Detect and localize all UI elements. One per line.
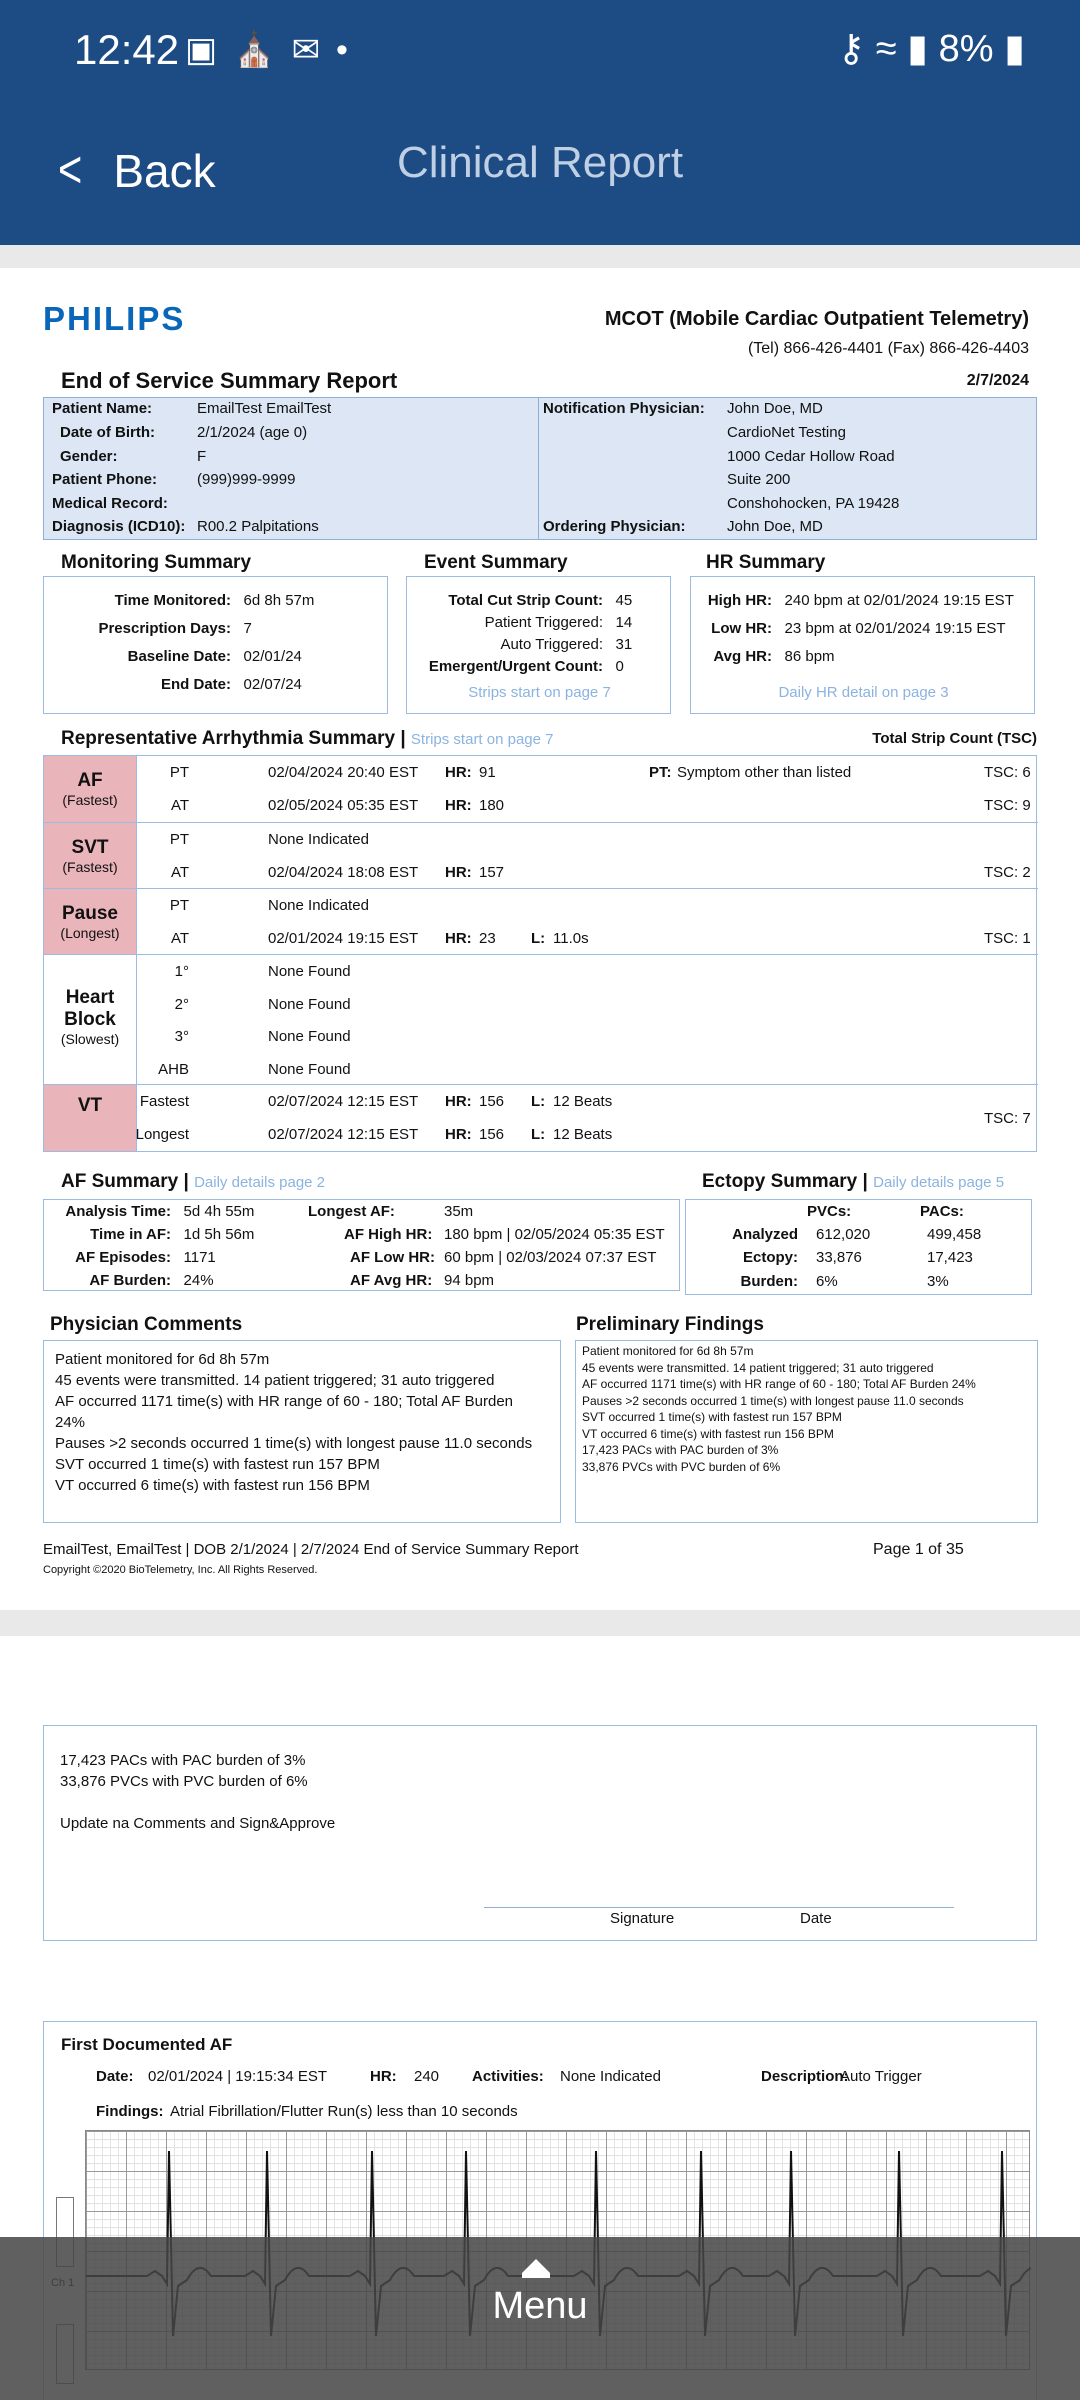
hr-title: HR Summary — [706, 552, 826, 573]
page-number: Page 1 of 35 — [873, 1541, 964, 1558]
patient-name: EmailTest EmailTest — [197, 400, 332, 417]
arrhythmia-row-vt: VT Fastest 02/07/2024 12:15 EST HR: 156 L: 12 Beats TSC: 7 Longest 02/07/2024 12:15 EST HR: 156 L: 12 Beats — [44, 1084, 1038, 1151]
label: Patient Name: — [52, 400, 153, 417]
patient-info — [43, 397, 1037, 540]
ecg-strip-section: First Documented AF Date: 02/01/2024 | 19:15:34 EST HR: 240 Activities: None Indicated Description: Auto Trigger Findings: Atrial Fibrillation/Flutter Run(s) less than 10 seconds — [43, 2021, 1037, 2400]
report-footer: EmailTest, EmailTest | DOB 2/1/2024 | 2/7/2024 End of Service Summary Report — [43, 1541, 579, 1558]
preliminary-box — [575, 1340, 1038, 1523]
value: 45 — [615, 592, 633, 609]
arrhythmia-strips-link[interactable]: Strips start on page 7 — [410, 731, 554, 748]
app-header — [0, 0, 1080, 245]
notif-line: CardioNet Testing — [727, 424, 846, 441]
physician-comments-box — [43, 1340, 561, 1523]
value: 7 — [243, 620, 252, 637]
comments-signature-box — [43, 1725, 1037, 1941]
af-summary: Analysis Time: 5d 4h 55m Time in AF: 1d 5h 56m AF Episodes: 1171 AF Burden: 24% Longest AF: 35m AF High HR: 180 bpm | 02/05/2024 05:35 EST AF Low HR: 60 bpm | 02/03/2024 07:37 EST AF Avg HR: 94 bpm — [43, 1199, 680, 1291]
label: Total Cut Strip Count: — [448, 592, 603, 609]
chevron-left-icon: < — [58, 141, 83, 199]
battery-icon: ▮ — [1004, 28, 1025, 70]
ectopy-title: Ectopy Summary | Daily details page 5 — [702, 1171, 1005, 1192]
status-time: 12:42 — [74, 26, 180, 73]
back-label: Back — [113, 145, 216, 197]
value: 0 — [615, 658, 624, 675]
preliminary-text: Patient monitored for 6d 8h 57m 45 events were transmitted. 14 patient triggered; 31 auto triggered AF occurred 1171 time(s) with HR range of 60 - 180; Total AF Burden 24% Pauses >2 seconds occurred 1 time(s) with longest pause 11.0 seconds SVT occurred 1 time(s) with fastest run 157 BPM VT occurred 6 time(s) with fastest run 156 BPM 17,423 PACs with PAC burden of 3% 33,876 PVCs with PVC burden of 6% — [582, 1344, 976, 1474]
arrhythmia-title: Representative Arrhythmia Summary | Strips start on page 7 — [61, 728, 554, 749]
arrhythmia-row-af: AF (Fastest) PT 02/04/2024 20:40 EST HR: 91 PT: Symptom other than listed TSC: 6 AT 02/05/2024 05:35 EST HR: 180 TSC: 9 — [44, 756, 1038, 822]
date-label: Date — [800, 1910, 832, 1927]
contact-line: (Tel) 866-426-4401 (Fax) 866-426-4403 — [747, 340, 1029, 357]
status-bar — [0, 0, 1080, 100]
physician-comments-title: Physician Comments — [50, 1314, 243, 1335]
patient-phone: (999)999-9999 — [197, 471, 296, 488]
label: Gender: — [60, 448, 118, 465]
notif-line: Conshohocken, PA 19428 — [727, 495, 900, 512]
ordering-physician: John Doe, MD — [727, 518, 823, 535]
label: Avg HR: — [713, 648, 772, 665]
wifi-icon: ≈ — [875, 28, 897, 70]
key-icon: ⚷ — [837, 28, 866, 70]
tsc-header: Total Strip Count (TSC) — [872, 730, 1037, 747]
menu-label: Menu — [492, 2285, 588, 2327]
label: Prescription Days: — [98, 620, 231, 637]
label: Auto Triggered: — [500, 636, 603, 653]
label: Medical Record: — [52, 495, 168, 512]
notif-line: John Doe, MD — [727, 400, 823, 417]
af-daily-link[interactable]: Daily details page 2 — [194, 1174, 326, 1191]
value: 6d 8h 57m — [243, 592, 315, 609]
page-title: Clinical Report — [396, 138, 684, 187]
page2-comments: 17,423 PACs with PAC burden of 3% 33,876 PVCs with PVC burden of 6% Update na Comments and Sign&Approve — [60, 1752, 336, 1832]
strip-activities: None Indicated — [560, 2068, 661, 2085]
philips-logo: PHILIPS — [43, 300, 186, 337]
menu-button[interactable] — [0, 2237, 1080, 2400]
event-summary — [406, 576, 671, 714]
notif-line: Suite 200 — [727, 471, 791, 488]
patient-dob: 2/1/2024 (age 0) — [197, 424, 308, 441]
hr-summary — [690, 576, 1035, 714]
notif-line: 1000 Cedar Hollow Road — [727, 448, 895, 465]
arrhythmia-row-pause: Pause (Longest) PT None Indicated AT 02/01/2024 19:15 EST HR: 23 L: 11.0s TSC: 1 — [44, 888, 1038, 954]
label: Ordering Physician: — [543, 518, 686, 535]
signal-icon: ▮ — [907, 28, 929, 70]
monitoring-title: Monitoring Summary — [61, 552, 252, 573]
af-summary-title: AF Summary | Daily details page 2 — [61, 1171, 326, 1192]
value: 86 bpm — [784, 648, 835, 665]
service-title: MCOT (Mobile Cardiac Outpatient Telemetry) — [604, 308, 1029, 330]
system-icons — [837, 26, 1025, 71]
label: End Date: — [160, 676, 231, 693]
label: Emergent/Urgent Count: — [428, 658, 603, 675]
signature-label: Signature — [610, 1910, 675, 1927]
strip-title: First Documented AF — [61, 2035, 233, 2054]
battery-percent: 8% — [938, 28, 994, 70]
strip-description: Auto Trigger — [840, 2068, 922, 2085]
value: 02/01/24 — [243, 648, 302, 665]
strip-date: 02/01/2024 | 19:15:34 EST — [148, 2068, 328, 2085]
arrhythmia-row-heart-block: Heart Block (Slowest) 1° None Found 2° None Found 3° None Found AHB None Found — [44, 954, 1038, 1084]
arrhythmia-row-svt: SVT (Fastest) PT None Indicated AT 02/04/2024 18:08 EST HR: 157 TSC: 2 — [44, 822, 1038, 888]
value: 31 — [615, 636, 633, 653]
value: 02/07/24 — [243, 676, 302, 693]
physician-comments-text: Patient monitored for 6d 8h 57m 45 events were transmitted. 14 patient triggered; 31 auto triggered AF occurred 1171 time(s) with HR range of 60 - 180; Total AF Burden 24% Pauses >2 seconds occurred 1 time(s) with longest pause 11.0 seconds SVT occurred 1 time(s) with fastest run 157 BPM VT occurred 6 time(s) with fastest run 156 BPM — [55, 1351, 533, 1494]
patient-gender: F — [197, 448, 207, 465]
label: Low HR: — [711, 620, 772, 637]
strip-hr: 240 — [414, 2068, 440, 2085]
report-page-1 — [0, 268, 1080, 1610]
event-title: Event Summary — [424, 552, 568, 573]
value: 240 bpm at 02/01/2024 19:15 EST — [784, 592, 1014, 609]
chevron-up-icon — [522, 2259, 550, 2273]
value: 23 bpm at 02/01/2024 19:15 EST — [784, 620, 1006, 637]
monitoring-summary — [43, 576, 388, 714]
label: Patient Triggered: — [484, 614, 603, 631]
label: Date of Birth: — [60, 424, 155, 441]
strips-link[interactable]: Strips start on page 7 — [468, 684, 611, 701]
copyright: Copyright ©2020 BioTelemetry, Inc. All Rights Reserved. — [43, 1564, 318, 1576]
label: Time Monitored: — [114, 592, 231, 609]
diagnosis: R00.2 Palpitations — [197, 518, 319, 535]
label: Patient Phone: — [52, 471, 158, 488]
value: 14 — [615, 614, 633, 631]
label: Notification Physician: — [543, 400, 705, 417]
ectopy-summary: PVCs: PACs: Analyzed 612,020 499,458 Ectopy: 33,876 17,423 Burden: 6% 3% — [685, 1199, 1032, 1295]
preliminary-title: Preliminary Findings — [576, 1314, 764, 1335]
notification-icons: ▣⛪✉• — [185, 31, 364, 69]
report-title: End of Service Summary Report — [61, 368, 398, 393]
arrhythmia-table — [43, 755, 1037, 1152]
strip-findings: Atrial Fibrillation/Flutter Run(s) less than 10 seconds — [170, 2103, 518, 2120]
report-date: 2/7/2024 — [966, 372, 1029, 389]
label: Diagnosis (ICD10): — [52, 518, 186, 535]
hr-detail-link[interactable]: Daily HR detail on page 3 — [778, 684, 949, 701]
ectopy-daily-link[interactable]: Daily details page 5 — [873, 1174, 1005, 1191]
label: Baseline Date: — [127, 648, 231, 665]
label: High HR: — [707, 592, 772, 609]
